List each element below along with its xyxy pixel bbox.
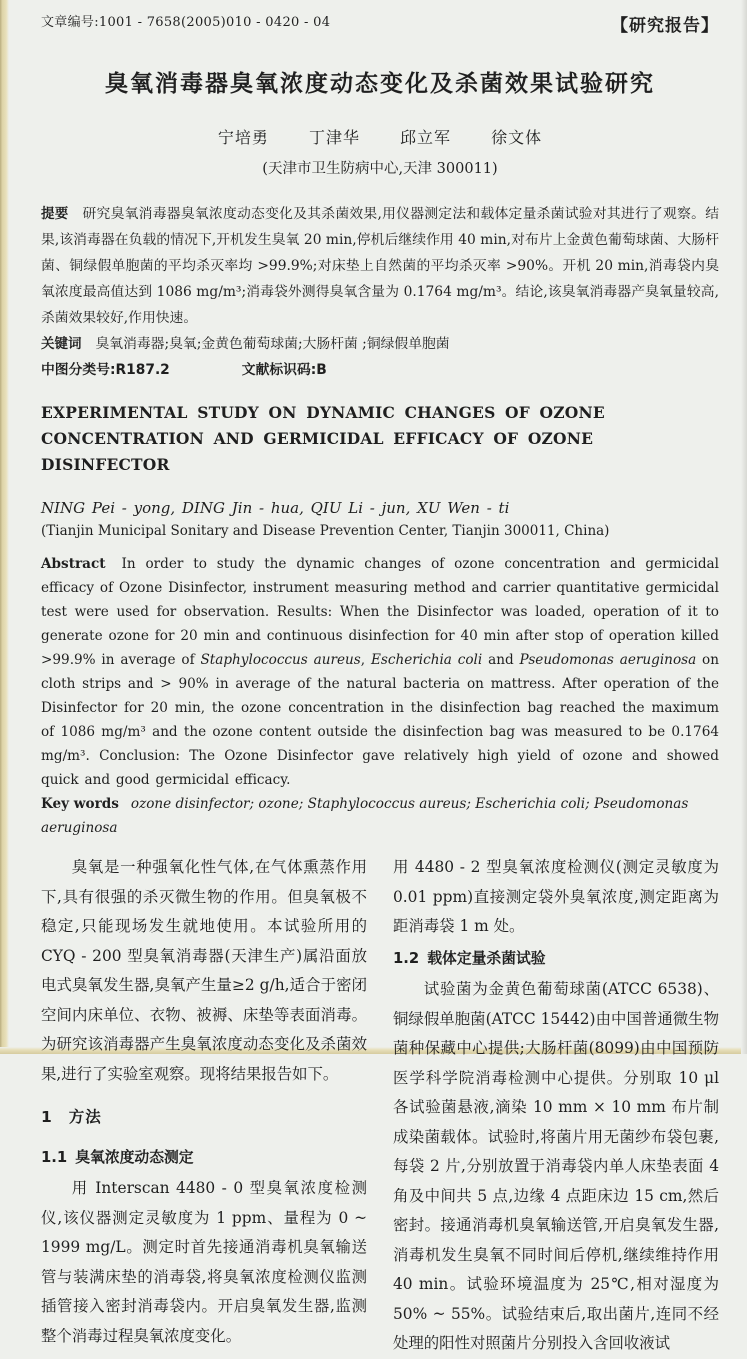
scan-edge-right (741, 0, 747, 1054)
paper-title-en: EXPERIMENTAL STUDY ON DYNAMIC CHANGES OF OZONE CONCENTRATION AND GERMICIDAL EFFICACY OF OZONE DISINFECTOR (41, 403, 605, 474)
keywords-en (41, 792, 719, 840)
subsection-number: 1.1 (41, 1148, 68, 1166)
affiliation-zh: (天津市卫生防病中心,天津 300011) (262, 161, 498, 177)
body-columns (41, 853, 719, 1359)
authors-en: NING Pei - yong, DING Jin - hua, QIU Li - jun, XU Wen - ti (41, 499, 510, 517)
subsection-title: 臭氧浓度动态测定 (75, 1148, 194, 1166)
section-number: 1 (41, 1108, 53, 1126)
scan-edge-left (0, 0, 9, 1054)
report-type-badge: 【研究报告】 (611, 16, 719, 36)
page-content (41, 0, 719, 1359)
left-column (41, 853, 367, 1359)
abstract-en-text: In order to study the dynamic changes of ozone concentration and germicidal efficacy of Ozone Disinfector, instrument measuring method and carrier quantitative germicidal test were used for observation. Results: When the Disinfector was loaded, operation of it to generate ozone for 20 min and continuous disinfection for 40 min after stop of operation killed >99.9% in average of Staphylococcus aureus, Escherichia coli and Pseudomonas aeruginosa on cloth strips and > 90% in average of the natural bacteria on mattress. After operation of the Disinfector for 20 min, the ozone concentration in the disinfection bag reached the maximum of 1086 mg/m³ and the ozone content outside the disinfection bag was measured to be 0.1764 mg/m³. Conclusion: The Ozone Disinfector gave relatively high yield of ozone and showed quick and good germicidal efficacy. (41, 556, 719, 788)
keywords-en-text: ozone disinfector; ozone; Staphylococcus aureus; Escherichia coli; Pseudomonas aeruginosa (41, 796, 689, 836)
author-name: 徐文体 (491, 128, 543, 147)
intro-paragraph: 臭氧是一种强氧化性气体,在气体熏蒸作用下,具有很强的杀灭微生物的作用。但臭氧极不稳定,只能现场发生就地使用。本试验所用的 CYQ - 200 型臭氧消毒器(天津生产)属沿面放电式臭氧发生器,臭氧产生量≥2 g/h,适合于密闭空间内床单位、衣物、被褥、床垫等表面消毒。为研究该消毒器产生臭氧浓度动态变化及杀菌效果,进行了实验室观察。现将结果报告如下。 (41, 858, 367, 1083)
keywords-zh-text: 臭氧消毒器;臭氧;金黄色葡萄球菌;大肠杆菌 ;铜绿假单胞菌 (95, 336, 450, 352)
doc-code-value: B (316, 362, 327, 378)
section-title: 方法 (68, 1108, 102, 1126)
keywords-en-label: Key words (41, 796, 119, 812)
abstract-zh (41, 201, 719, 331)
classification-line (41, 357, 719, 383)
paper-title-zh: 臭氧消毒器臭氧浓度动态变化及杀菌效果试验研究 (105, 70, 655, 97)
author-name: 丁津华 (308, 128, 360, 147)
subsection-title: 载体定量杀菌试验 (427, 949, 546, 967)
method-paragraph-continued: 用 4480 - 2 型臭氧浓度检测仪(测定灵敏度为 0.01 ppm)直接测定袋外臭氧浓度,测定距离为距消毒袋 1 m 处。 (393, 858, 719, 935)
abstract-en (41, 552, 719, 792)
method-paragraph: 用 Interscan 4480 - 0 型臭氧浓度检测仪,该仪器测定灵敏度为 1 ppm、量程为 0 ~ 1999 mg/L。测定时首先接通消毒机臭氧输送管与装满床垫的消毒袋,将臭氧浓度检测仪监测插管接入密封消毒袋内。开启臭氧发生器,监测整个消毒过程臭氧浓度变化。 (41, 1179, 367, 1345)
abstract-en-label: Abstract (41, 556, 106, 572)
section-heading-methods (41, 1103, 367, 1133)
affiliation-en: (Tianjin Municipal Sonitary and Disease Prevention Center, Tianjin 300011, China) (41, 523, 610, 539)
keywords-zh (41, 331, 719, 357)
page-header (41, 0, 719, 36)
subsection-heading-carrier-test (393, 944, 719, 974)
right-column (393, 853, 719, 1359)
authors-zh (41, 125, 719, 148)
clc-value: R187.2 (115, 362, 170, 378)
abstract-zh-text: 研究臭氧消毒器臭氧浓度动态变化及其杀菌效果,用仪器测定法和载体定量杀菌试验对其进行了观察。结果,该消毒器在负载的情况下,开机发生臭氧 20 min,停机后继续作用 40 min,对布片上金黄色葡萄球菌、大肠杆菌、铜绿假单胞菌的平均杀灭率均 >99.9%;对床垫上自然菌的平均杀灭率 >90%。开机 20 min,消毒袋内臭氧浓度最高值达到 1086 mg/m³;消毒袋外测得臭氧含量为 0.1764 mg/m³。结论,该臭氧消毒器产臭氧量较高,杀菌效果较好,作用快速。 (41, 206, 719, 326)
article-number: 文章编号:1001 - 7658(2005)010 - 0420 - 04 (41, 15, 331, 30)
abstract-zh-label: 提要 (41, 206, 69, 222)
clc-label: 中图分类号: (41, 362, 116, 378)
carrier-test-paragraph: 试验菌为金黄色葡萄球菌(ATCC 6538)、铜绿假单胞菌(ATCC 15442)由中国普通微生物菌种保藏中心提供;大肠杆菌(8099)由中国预防医学科学院消毒检测中心提供。分别取 10 μl 各试验菌悬液,滴染 10 mm × 10 mm 布片制成染菌载体。试验时,将菌片用无菌纱布袋包裹,每袋 2 片,分别放置于消毒袋内单人床垫表面 4 角及中间共 5 点,边缘 4 点距床边 15 cm,然后密封。接通消毒机臭氧输送管,开启臭氧发生器,消毒机发生臭氧不同时间后停机,继续维持作用 40 min。试验环境温度为 25℃,相对湿度为 50% ~ 55%。试验结束后,取出菌片,连同不经处理的阳性对照菌片分别投入含回收液试 (393, 980, 719, 1352)
keywords-zh-label: 关键词 (41, 336, 82, 352)
author-name: 宁培勇 (217, 128, 269, 147)
subsection-heading-ozone-measurement (41, 1143, 367, 1173)
doc-code-label: 文献标识码: (241, 362, 317, 378)
author-name: 邱立军 (400, 128, 452, 147)
subsection-number: 1.2 (393, 949, 420, 967)
